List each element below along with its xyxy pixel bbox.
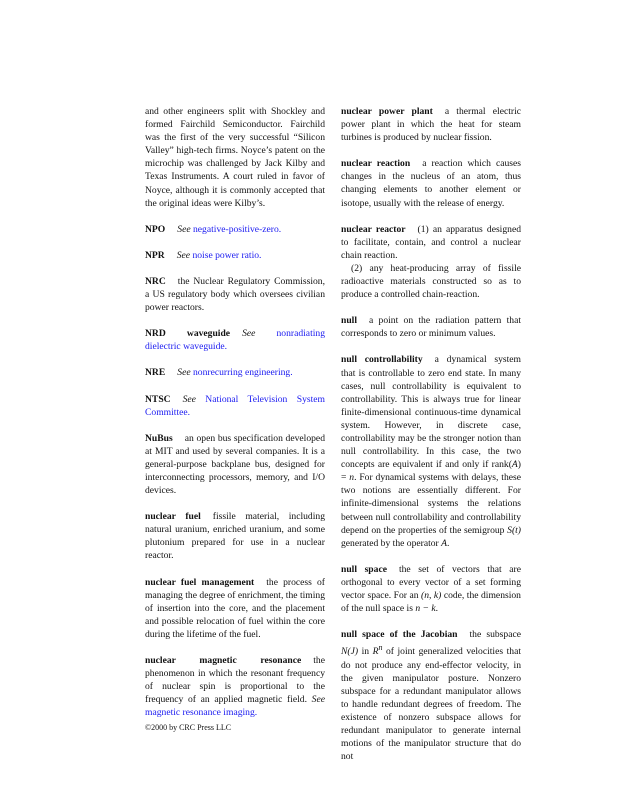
entry-definition: generated by the operator: [341, 537, 442, 549]
entry-nrc: [145, 275, 325, 314]
entry-term: nuclear fuel: [145, 511, 201, 523]
entry-term: NuBus: [145, 432, 173, 444]
entry-definition: a point on the radiation pattern that corresponds to zero or minimum values.: [341, 315, 521, 340]
see-label: See: [177, 367, 191, 379]
entry-term: nuclear reactor: [341, 223, 406, 235]
entry-term: NRE: [145, 367, 166, 379]
link-nonradiating-dielectric-waveguide[interactable]: nonradiating dielectric waveguide.: [145, 328, 325, 353]
entry-npr: [145, 249, 325, 262]
entry-definition: ) =: [341, 459, 521, 484]
entry-definition: the phenomenon in which the resonant frequency of nuclear spin is proportional to the frequency of an applied magnetic field.: [145, 655, 325, 706]
entry-term: nuclear fuel management: [145, 576, 255, 588]
math-n-k: (n, k): [421, 590, 442, 601]
entry-term: null: [341, 315, 358, 327]
intro-text: and other engineers split with Shockley and formed Fairchild Semiconductor. Fairchild was the first of the very successful “Silicon Valley” high-tech firms. Noyce’s patent on the microchip was challenged by Jack Kilby and Texas Instruments. A court ruled in favor of Noyce, although it is commonly accepted that the original ideas were Kilby’s.: [145, 106, 325, 209]
entry-definition: the process of managing the degree of enrichment, the timing of insertion into the core, and the placement and possible relocation of fuel within the core during the lifetime of the fuel.: [145, 576, 325, 640]
entry-definition: a thermal electric power plant in which the heat for steam turbines is produced by nuclear fission.: [341, 106, 521, 144]
link-national-television-system-committee[interactable]: National Television System Committee.: [145, 393, 325, 418]
see-label: See: [242, 328, 256, 340]
see-label: See: [182, 393, 196, 405]
entry-term: NPR: [145, 249, 165, 261]
link-nonrecurring-engineering[interactable]: nonrecurring engineering.: [193, 367, 293, 379]
entry-definition: of joint generalized velocities that do not produce any end-effector velocity, in the given manipulator posture. Nonzero subspace for a redundant manipulator allows to handle redundant degrees of freedom. The existence of nonzero subspace allows for redundant manipulator to generate internal motions of the manipulator structure that do not: [341, 646, 521, 763]
entry-term: NTSC: [145, 393, 171, 405]
entry-term: null space of the Jacobian: [341, 629, 458, 641]
entry-definition-1: (1) an apparatus designed to facilitate, contain, and control a nuclear chain reaction.: [341, 223, 521, 261]
math-n-minus-k: n − k: [415, 603, 436, 615]
math-R-superscript: n: [378, 643, 383, 653]
math-N-of-J: N(J): [341, 646, 359, 658]
entry-nuclear-reactor: [341, 223, 521, 302]
entry-definition: the Nuclear Regulatory Commission, a US regulatory body which oversees civilian power reactors.: [145, 275, 325, 314]
entry-null-controllability: [341, 353, 521, 549]
entry-null-space-of-jacobian: [341, 628, 521, 763]
entry-term: NRD waveguide: [145, 328, 231, 340]
entry-definition: a dynamical system that is controllable to zero end state. In many cases, null controllability is equivalent to controllability. This is always true for linear finite-dimensional continuous-time dynamical system. However, in discrete case, controllability may be the stronger notion than null controllability. In this case, the two concepts are equivalent if and only if rank(: [341, 354, 521, 471]
see-label: See: [176, 249, 191, 261]
entry-nuclear-power-plant: [341, 105, 521, 144]
entry-null: [341, 314, 521, 340]
math-A: A: [441, 537, 448, 549]
entry-term: nuclear magnetic resonance: [145, 655, 302, 666]
entry-definition: .: [435, 603, 439, 615]
right-column: [341, 105, 521, 776]
entry-term: NPO: [145, 223, 166, 235]
math-n: n: [349, 472, 355, 484]
entry-nubus: [145, 432, 325, 497]
entry-nuclear-fuel: [145, 510, 325, 562]
copyright-footer: ©2000 by CRC Press LLC: [145, 723, 232, 732]
entry-nuclear-magnetic-resonance: [145, 654, 325, 719]
math-R: R: [372, 646, 379, 658]
math-S-of-t: S(t): [507, 524, 521, 536]
entry-nre: [145, 366, 325, 379]
entry-term: null controllability: [341, 354, 423, 366]
entry-definition: the set of vectors that are orthogonal to every vector of a set forming vector space. For an: [341, 563, 521, 601]
entry-intro-continuation: [145, 105, 325, 210]
entry-definition-2: (2) any heat-producing array of fissile radioactive materials constructed so as to produce a controlled chain-reaction.: [341, 262, 521, 301]
entry-term: nuclear reaction: [341, 158, 411, 170]
entry-ntsc: [145, 393, 325, 419]
entry-npo: [145, 223, 325, 236]
entry-null-space: [341, 563, 521, 615]
entry-term: NRC: [145, 275, 166, 287]
entry-definition: fissile material, including natural uranium, enriched uranium, and some plutonium prepared for use in a nuclear reactor.: [145, 511, 325, 562]
link-negative-positive-zero[interactable]: negative-positive-zero.: [193, 223, 282, 235]
see-label: See: [177, 223, 191, 235]
entry-definition: an open bus specification developed at MIT and used by several companies. It is a general-purpose backplane bus, designed for interconnecting processors, memory, and I/O devices.: [145, 432, 325, 497]
entry-nuclear-fuel-management: [145, 576, 325, 641]
link-magnetic-resonance-imaging[interactable]: magnetic resonance imaging.: [145, 707, 258, 719]
entry-nuclear-reaction: [341, 157, 521, 209]
entry-definition: in: [358, 646, 373, 658]
entry-definition: the subspace: [469, 629, 521, 641]
left-column: [145, 105, 325, 732]
math-A: A: [511, 459, 518, 471]
entry-definition: .: [447, 537, 450, 549]
entry-term: nuclear power plant: [341, 106, 433, 117]
link-noise-power-ratio[interactable]: noise power ratio.: [192, 249, 262, 261]
entry-definition: . For dynamical systems with delays, these two notions are essentially different. For infinite-dimensional systems the relations between null controllability and controllability depend on the properties of the semigroup: [341, 472, 521, 536]
entry-term: null space: [341, 563, 387, 575]
entry-definition: code, the dimension of the null space is: [341, 590, 521, 615]
entry-nrd-waveguide: [145, 327, 325, 353]
see-label: See: [311, 694, 325, 706]
entry-definition: a reaction which causes changes in the nucleus of an atom, thus changing elements to another element or isotope, usually with the release of energy.: [341, 158, 521, 209]
